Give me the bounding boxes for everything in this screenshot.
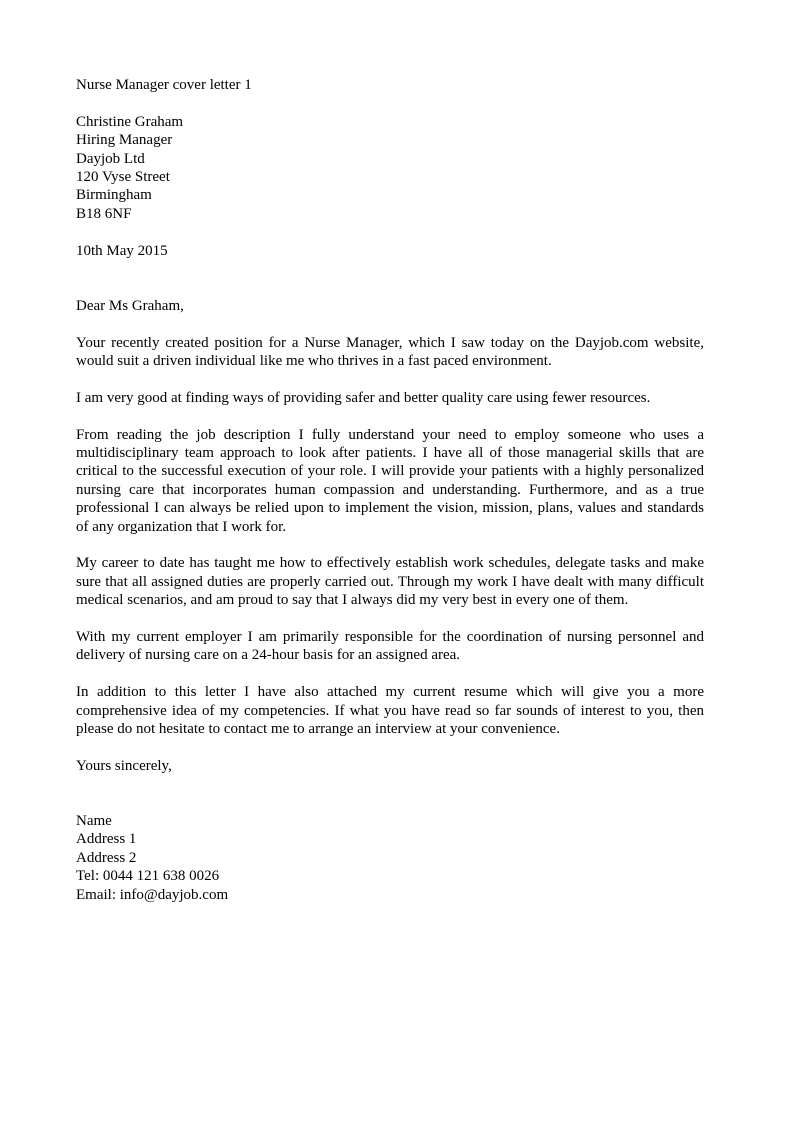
spacer	[76, 610, 704, 628]
spacer	[76, 315, 704, 333]
sender-address-1: Address 1	[76, 831, 137, 848]
letter-date: 10th May 2015	[76, 242, 168, 259]
body-paragraph-6: In addition to this letter I have also attached my current resume which will give you a more comprehensive idea of my competencies. If what you have read so far sounds of interest to you, then please do not hesitate to contact me to arrange an interview at your convenience.	[76, 684, 704, 738]
spacer	[76, 738, 704, 756]
sender-address-2: Address 2	[76, 849, 137, 866]
recipient-role: Hiring Manager	[76, 132, 173, 149]
spacer	[76, 665, 704, 683]
spacer	[76, 775, 704, 812]
recipient-postcode: B18 6NF	[76, 205, 132, 222]
body-paragraph-5: With my current employer I am primarily responsible for the coordination of nursing personnel and delivery of nursing care on a 24-hour basis for an assigned area.	[76, 629, 704, 664]
recipient-street: 120 Vyse Street	[76, 169, 170, 186]
salutation: Dear Ms Graham,	[76, 297, 184, 314]
body-paragraph-2: I am very good at finding ways of providing safer and better quality care using fewer resources.	[76, 389, 651, 406]
spacer	[76, 94, 704, 112]
sender-name: Name	[76, 813, 112, 830]
recipient-block	[76, 113, 704, 223]
body-paragraph-4: My career to date has taught me how to effectively establish work schedules, delegate tasks and make sure that all assigned duties are properly carried out. Through my work I have dealt with many difficult medical scenarios, and am proud to say that I always did my very best in every one of them.	[76, 555, 704, 609]
sender-email: Email: info@dayjob.com	[76, 886, 229, 903]
spacer	[76, 260, 704, 297]
sender-block	[76, 812, 704, 904]
body-paragraph-3: From reading the job description I fully understand your need to employ someone who uses a multidisciplinary team approach to look after patients. I have all of those managerial skills that are critical to the successful execution of your role. I will provide your patients with a highly personalized nursing care that incorporates human compassion and understanding. Furthermore, and as a true professional I can always be relied upon to implement the vision, mission, plans, values and standards of any organization that I work for.	[76, 426, 704, 535]
sender-phone: Tel: 0044 121 638 0026	[76, 868, 220, 885]
spacer	[76, 407, 704, 425]
document-title: Nurse Manager cover letter 1	[76, 77, 252, 93]
recipient-name: Christine Graham	[76, 113, 184, 130]
recipient-company: Dayjob Ltd	[76, 150, 145, 167]
spacer	[76, 223, 704, 241]
spacer	[76, 536, 704, 554]
spacer	[76, 370, 704, 388]
letter-page	[76, 76, 704, 904]
body-paragraph-1: Your recently created position for a Nurse Manager, which I saw today on the Dayjob.com website, would suit a driven individual like me who thrives in a fast paced environment.	[76, 334, 704, 370]
recipient-city: Birmingham	[76, 187, 152, 204]
closing: Yours sincerely,	[76, 757, 172, 774]
